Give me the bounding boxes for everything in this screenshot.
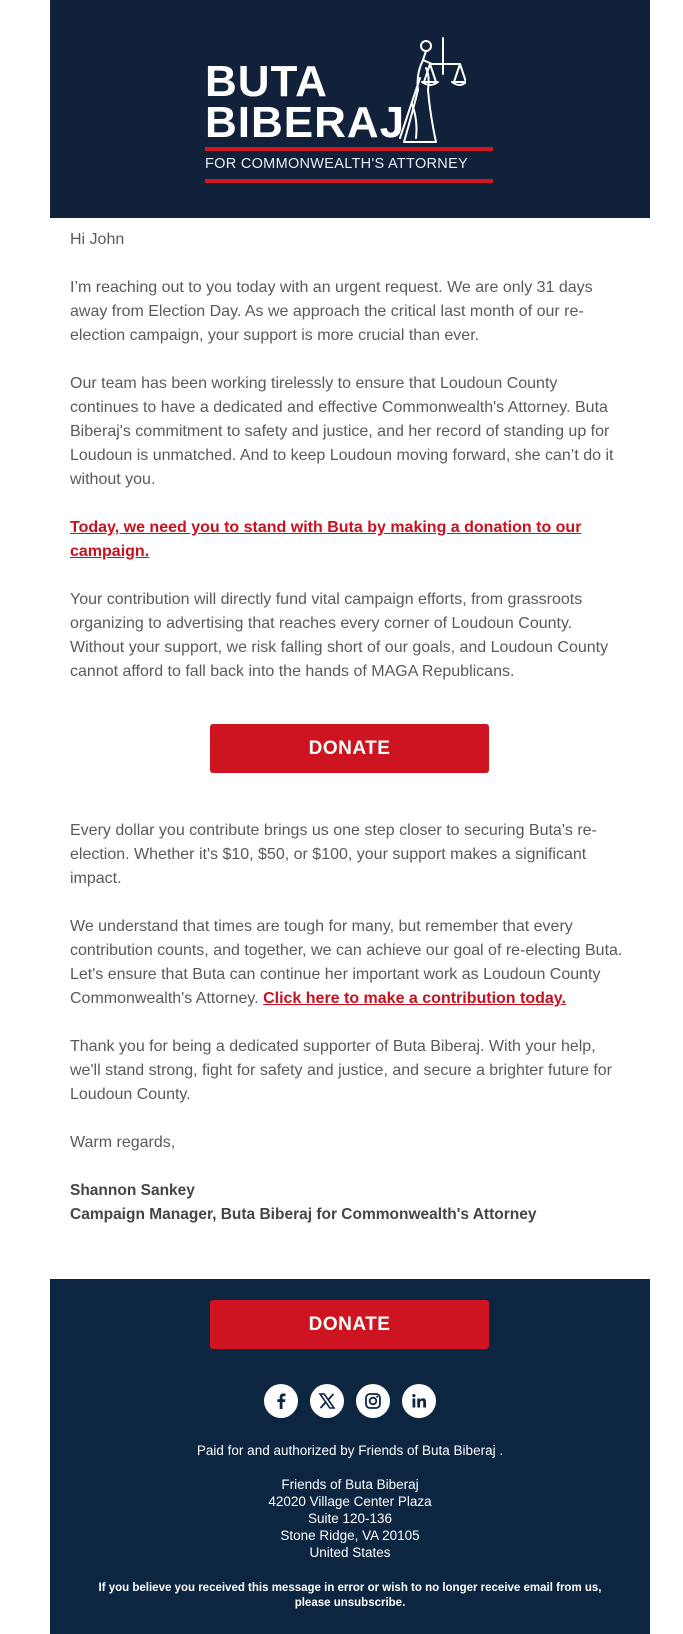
cta-paragraph [70, 516, 630, 564]
signer-title: Campaign Manager, Buta Biberaj for Commonwealth's Attorney [70, 1206, 537, 1223]
paragraph-thank-you: Thank you for being a dedicated supporter of Buta Biberaj. With your help, we'll stand strong, fight for safety and justice, and secure a brighter future for Loudoun County. [70, 1038, 613, 1103]
donate-button[interactable]: DONATE [210, 724, 489, 773]
paragraph-tough-times [70, 915, 630, 1011]
address-line-2: 42020 Village Center Plaza [268, 1494, 432, 1509]
closing: Warm regards, [70, 1134, 176, 1151]
instagram-icon[interactable] [356, 1384, 390, 1418]
paragraph-every-dollar: Every dollar you contribute brings us one step closer to securing Buta's re-election. Whether it's $10, $50, or $100, your support makes a significant impact. [70, 822, 597, 887]
logo-subtitle: FOR COMMONWEALTH'S ATTORNEY [205, 156, 469, 172]
donation-link[interactable]: Today, we need you to stand with Buta by making a donation to our campaign. [70, 519, 582, 560]
greeting: Hi John [70, 231, 125, 248]
facebook-icon[interactable] [264, 1384, 298, 1418]
paragraph-contribution: Your contribution will directly fund vital campaign efforts, from grassroots organizing to advertising that reaches every corner of Loudoun County. Without your support, we risk falling short of our goals, and Loudoun County cannot afford to fall back into the hands of MAGA Republicans. [70, 591, 609, 680]
address-line-5: United States [309, 1545, 391, 1560]
linkedin-icon[interactable] [402, 1384, 436, 1418]
paid-for-disclaimer: Paid for and authorized by Friends of Buta Biberaj . [196, 1443, 504, 1458]
paragraph-team: Our team has been working tirelessly to ensure that Loudoun County continues to have a dedicated and effective Commonwealth's Attorney. Buta Biberaj's commitment to safety and justice, and her record of standing up for Loudoun is unmatched. And to keep Loudoun moving forward, she can’t do it without you. [70, 375, 614, 488]
footer-donate-button[interactable]: DONATE [210, 1300, 489, 1349]
x-icon[interactable] [310, 1384, 344, 1418]
address-line-4: Stone Ridge, VA 20105 [280, 1528, 420, 1543]
header-banner [50, 0, 650, 218]
logo-name-line1: BUTA [205, 57, 328, 106]
lady-justice-icon [390, 34, 466, 146]
address-line-3: Suite 120-136 [307, 1511, 393, 1526]
paragraph-urgent-request: I’m reaching out to you today with an urgent request. We are only 31 days away from Election Day. As we approach the critical last month of our re-election campaign, your support is more crucial than ever. [70, 279, 593, 344]
contribution-link[interactable]: Click here to make a contribution today. [263, 990, 566, 1007]
unsubscribe-notice[interactable]: If you believe you received this message in error or wish to no longer receive email from us, please unsubscribe. [98, 1582, 602, 1609]
logo-name-line2: BIBERAJ [205, 98, 406, 147]
logo-top-rule [205, 147, 493, 151]
paragraph-tough-times-text: We understand that times are tough for many, but remember that every contribution counts, and together, we can achieve our goal of re-electing Buta. Let's ensure that Buta can continue her important work as Loudoun County Commonwealth's Attorney. [70, 918, 623, 1007]
logo-bottom-rule [205, 179, 493, 183]
signer-name: Shannon Sankey [70, 1182, 195, 1199]
address-line-1: Friends of Buta Biberaj [281, 1477, 419, 1492]
